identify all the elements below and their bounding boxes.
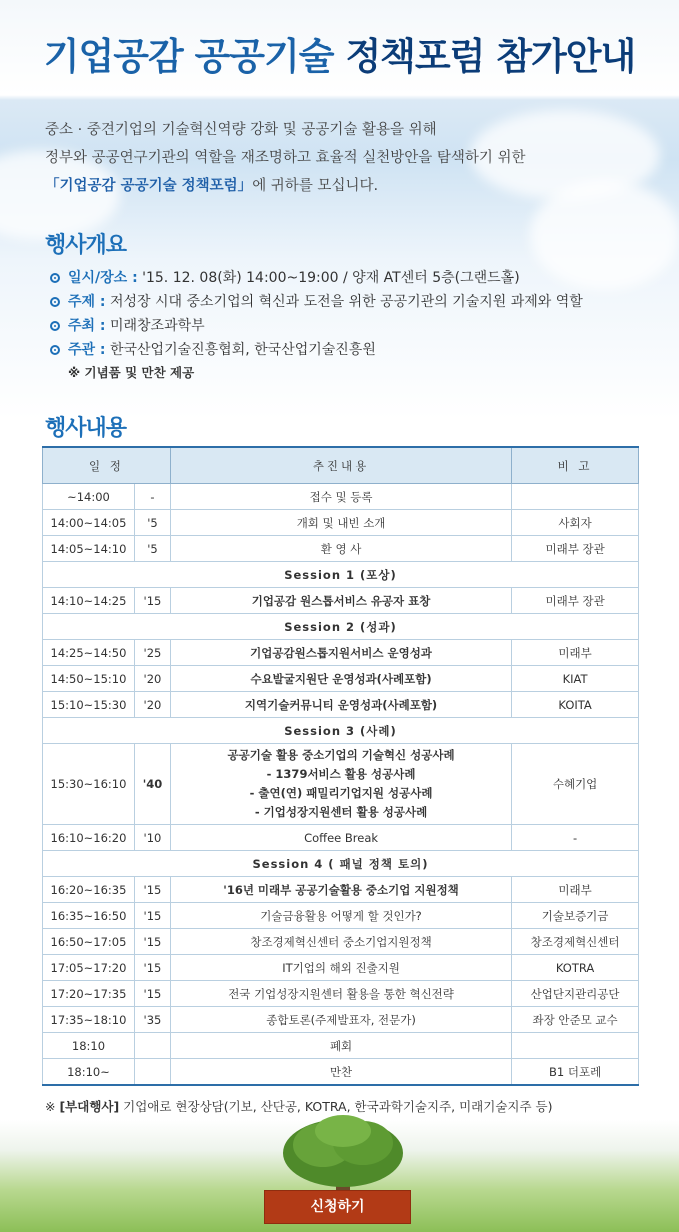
overview-item [50,290,650,314]
time-cell: 17:35~18:10 [43,1007,135,1033]
time-cell: 16:10~16:20 [43,825,135,851]
circle-bullet-icon [50,297,60,307]
footnote-text: 기업애로 현장상담(기보, 산단공, KOTRA, 한국과학기술지주, 미래기술지주 등) [119,1099,553,1114]
time-cell: 15:10~15:30 [43,692,135,718]
section-title-overview: 행사개요 [45,233,127,258]
apply-button[interactable]: 신청하기 [264,1190,411,1224]
duration-cell: '25 [134,640,170,666]
overview-key: 주관 : [68,342,106,358]
table-header-row [43,447,639,484]
intro-line: 정부와 공공연구기관의 역할을 재조명하고 효율적 실천방안을 탐색하기 위한 [45,150,526,166]
content-cell: IT기업의 해외 진출지원 [170,955,511,981]
session-row [43,851,639,877]
table-body [43,484,639,1086]
duration-cell [134,1033,170,1059]
overview-item [50,266,650,290]
content-cell: Coffee Break [170,825,511,851]
note-cell: 미래부 장관 [512,536,639,562]
content-cell: 수요발굴지원단 운영성과(사례포함) [170,666,511,692]
time-cell: 14:50~15:10 [43,666,135,692]
duration-cell: '15 [134,929,170,955]
time-cell: 15:30~16:10 [43,744,135,825]
note-cell: B1 더포레 [512,1059,639,1086]
table-row [43,955,639,981]
table-row [43,1059,639,1086]
table-row [43,877,639,903]
note-cell: 미래부 [512,877,639,903]
time-cell: ~14:00 [43,484,135,510]
table-row [43,744,639,825]
time-cell: 14:00~14:05 [43,510,135,536]
content-cell [170,744,511,825]
time-cell: 17:20~17:35 [43,981,135,1007]
content-line: - 출연(연) 패밀리기업지원 성공사례 [249,786,433,800]
session-row [43,614,639,640]
overview-value: 미래창조과학부 [109,318,205,334]
time-cell: 16:35~16:50 [43,903,135,929]
header-content: 추진내용 [170,447,511,484]
overview-list [50,266,650,384]
duration-cell: '40 [134,744,170,825]
footnote-label: [부대행사] [59,1099,120,1114]
table-row [43,1007,639,1033]
overview-value: 한국산업기술진흥협회, 한국산업기술진흥원 [109,342,376,358]
table-row [43,981,639,1007]
intro-text [45,116,645,200]
duration-cell: '15 [134,588,170,614]
title-part1: 기업공감 공공기술 [43,35,334,78]
table-row [43,510,639,536]
content-cell: '16년 미래부 공공기술활용 중소기업 지원정책 [170,877,511,903]
time-cell: 16:20~16:35 [43,877,135,903]
header [0,0,679,95]
overview-note: ※ 기념품 및 만찬 제공 [68,365,195,380]
duration-cell [134,1059,170,1086]
intro-line [45,172,645,200]
content-cell: 기업공감 원스톱서비스 유공자 표창 [170,588,511,614]
content-cell: 만찬 [170,1059,511,1086]
note-cell: 사회자 [512,510,639,536]
note-cell: 기술보증기금 [512,903,639,929]
content-line: - 1379서비스 활용 성공사례 [266,767,416,781]
intro-line: 중소 · 중견기업의 기술혁신역량 강화 및 공공기술 활용을 위해 [45,122,437,138]
content-line: - 기업성장지원센터 활용 성공사례 [254,805,428,819]
content-cell: 폐회 [170,1033,511,1059]
overview-key: 주최 : [68,318,106,334]
circle-bullet-icon [50,321,60,331]
table-row [43,929,639,955]
table-row [43,1033,639,1059]
time-cell: 14:05~14:10 [43,536,135,562]
note-cell: 좌장 안준모 교수 [512,1007,639,1033]
overview-item [50,338,650,362]
content-cell: 환 영 사 [170,536,511,562]
overview-item [50,314,650,338]
content-cell: 전국 기업성장지원센터 활용을 통한 혁신전략 [170,981,511,1007]
duration-cell: '15 [134,877,170,903]
overview-value: 저성장 시대 중소기업의 혁신과 도전을 위한 공공기관의 기술지원 과제와 역할 [109,294,583,310]
circle-bullet-icon [50,273,60,283]
content-cell: 종합토론(주제발표자, 전문가) [170,1007,511,1033]
session-title: Session 4 ( 패널 정책 토의) [43,851,639,877]
table-row [43,588,639,614]
content-cell: 지역기술커뮤니티 운영성과(사례포함) [170,692,511,718]
session-title: Session 1 (포상) [43,562,639,588]
duration-cell: - [134,484,170,510]
intro-line-rest: 에 귀하를 모십니다. [252,178,379,194]
time-cell: 16:50~17:05 [43,929,135,955]
note-cell: 창조경제혁신센터 [512,929,639,955]
note-cell: 미래부 [512,640,639,666]
duration-cell: '10 [134,825,170,851]
content-cell: 기술금융활용 어떻게 할 것인가? [170,903,511,929]
circle-bullet-icon [50,345,60,355]
note-cell: KIAT [512,666,639,692]
program-table [42,446,639,1086]
footnote-prefix: ※ [45,1099,60,1114]
content-line: 공공기술 활용 중소기업의 기술혁신 성공사례 [227,748,455,762]
time-cell: 17:05~17:20 [43,955,135,981]
table-row [43,825,639,851]
duration-cell: '20 [134,692,170,718]
overview-value: '15. 12. 08(화) 14:00~19:00 / 양재 AT센터 5층(그랜드홀) [142,270,520,286]
table-row [43,666,639,692]
table-row [43,640,639,666]
duration-cell: '35 [134,1007,170,1033]
content-cell: 접수 및 등록 [170,484,511,510]
header-note: 비 고 [512,447,639,484]
table-row [43,903,639,929]
session-row [43,718,639,744]
overview-key: 주제 : [68,294,106,310]
overview-key: 일시/장소 : [68,270,138,286]
note-cell: 수혜기업 [512,744,639,825]
content-cell: 창조경제혁신센터 중소기업지원정책 [170,929,511,955]
duration-cell: '5 [134,510,170,536]
table-row [43,484,639,510]
title-part2: 정책포럼 참가안내 [345,35,636,78]
session-row [43,562,639,588]
duration-cell: '5 [134,536,170,562]
duration-cell: '15 [134,981,170,1007]
duration-cell: '15 [134,955,170,981]
note-cell: KOTRA [512,955,639,981]
forum-name: 「기업공감 공공기술 정책포럼」 [45,178,253,194]
table-row [43,536,639,562]
note-cell: - [512,825,639,851]
duration-cell: '20 [134,666,170,692]
time-cell: 14:25~14:50 [43,640,135,666]
content-cell: 개회 및 내빈 소개 [170,510,511,536]
note-cell: KOITA [512,692,639,718]
time-cell: 14:10~14:25 [43,588,135,614]
section-title-program: 행사내용 [45,416,127,441]
table-row [43,692,639,718]
page-title [0,26,679,80]
note-cell [512,1033,639,1059]
content-cell: 기업공감원스톱지원서비스 운영성과 [170,640,511,666]
header-schedule: 일 정 [43,447,171,484]
session-title: Session 3 (사례) [43,718,639,744]
time-cell: 18:10 [43,1033,135,1059]
note-cell: 미래부 장관 [512,588,639,614]
note-cell: 산업단지관리공단 [512,981,639,1007]
session-title: Session 2 (성과) [43,614,639,640]
duration-cell: '15 [134,903,170,929]
note-cell [512,484,639,510]
time-cell: 18:10~ [43,1059,135,1086]
